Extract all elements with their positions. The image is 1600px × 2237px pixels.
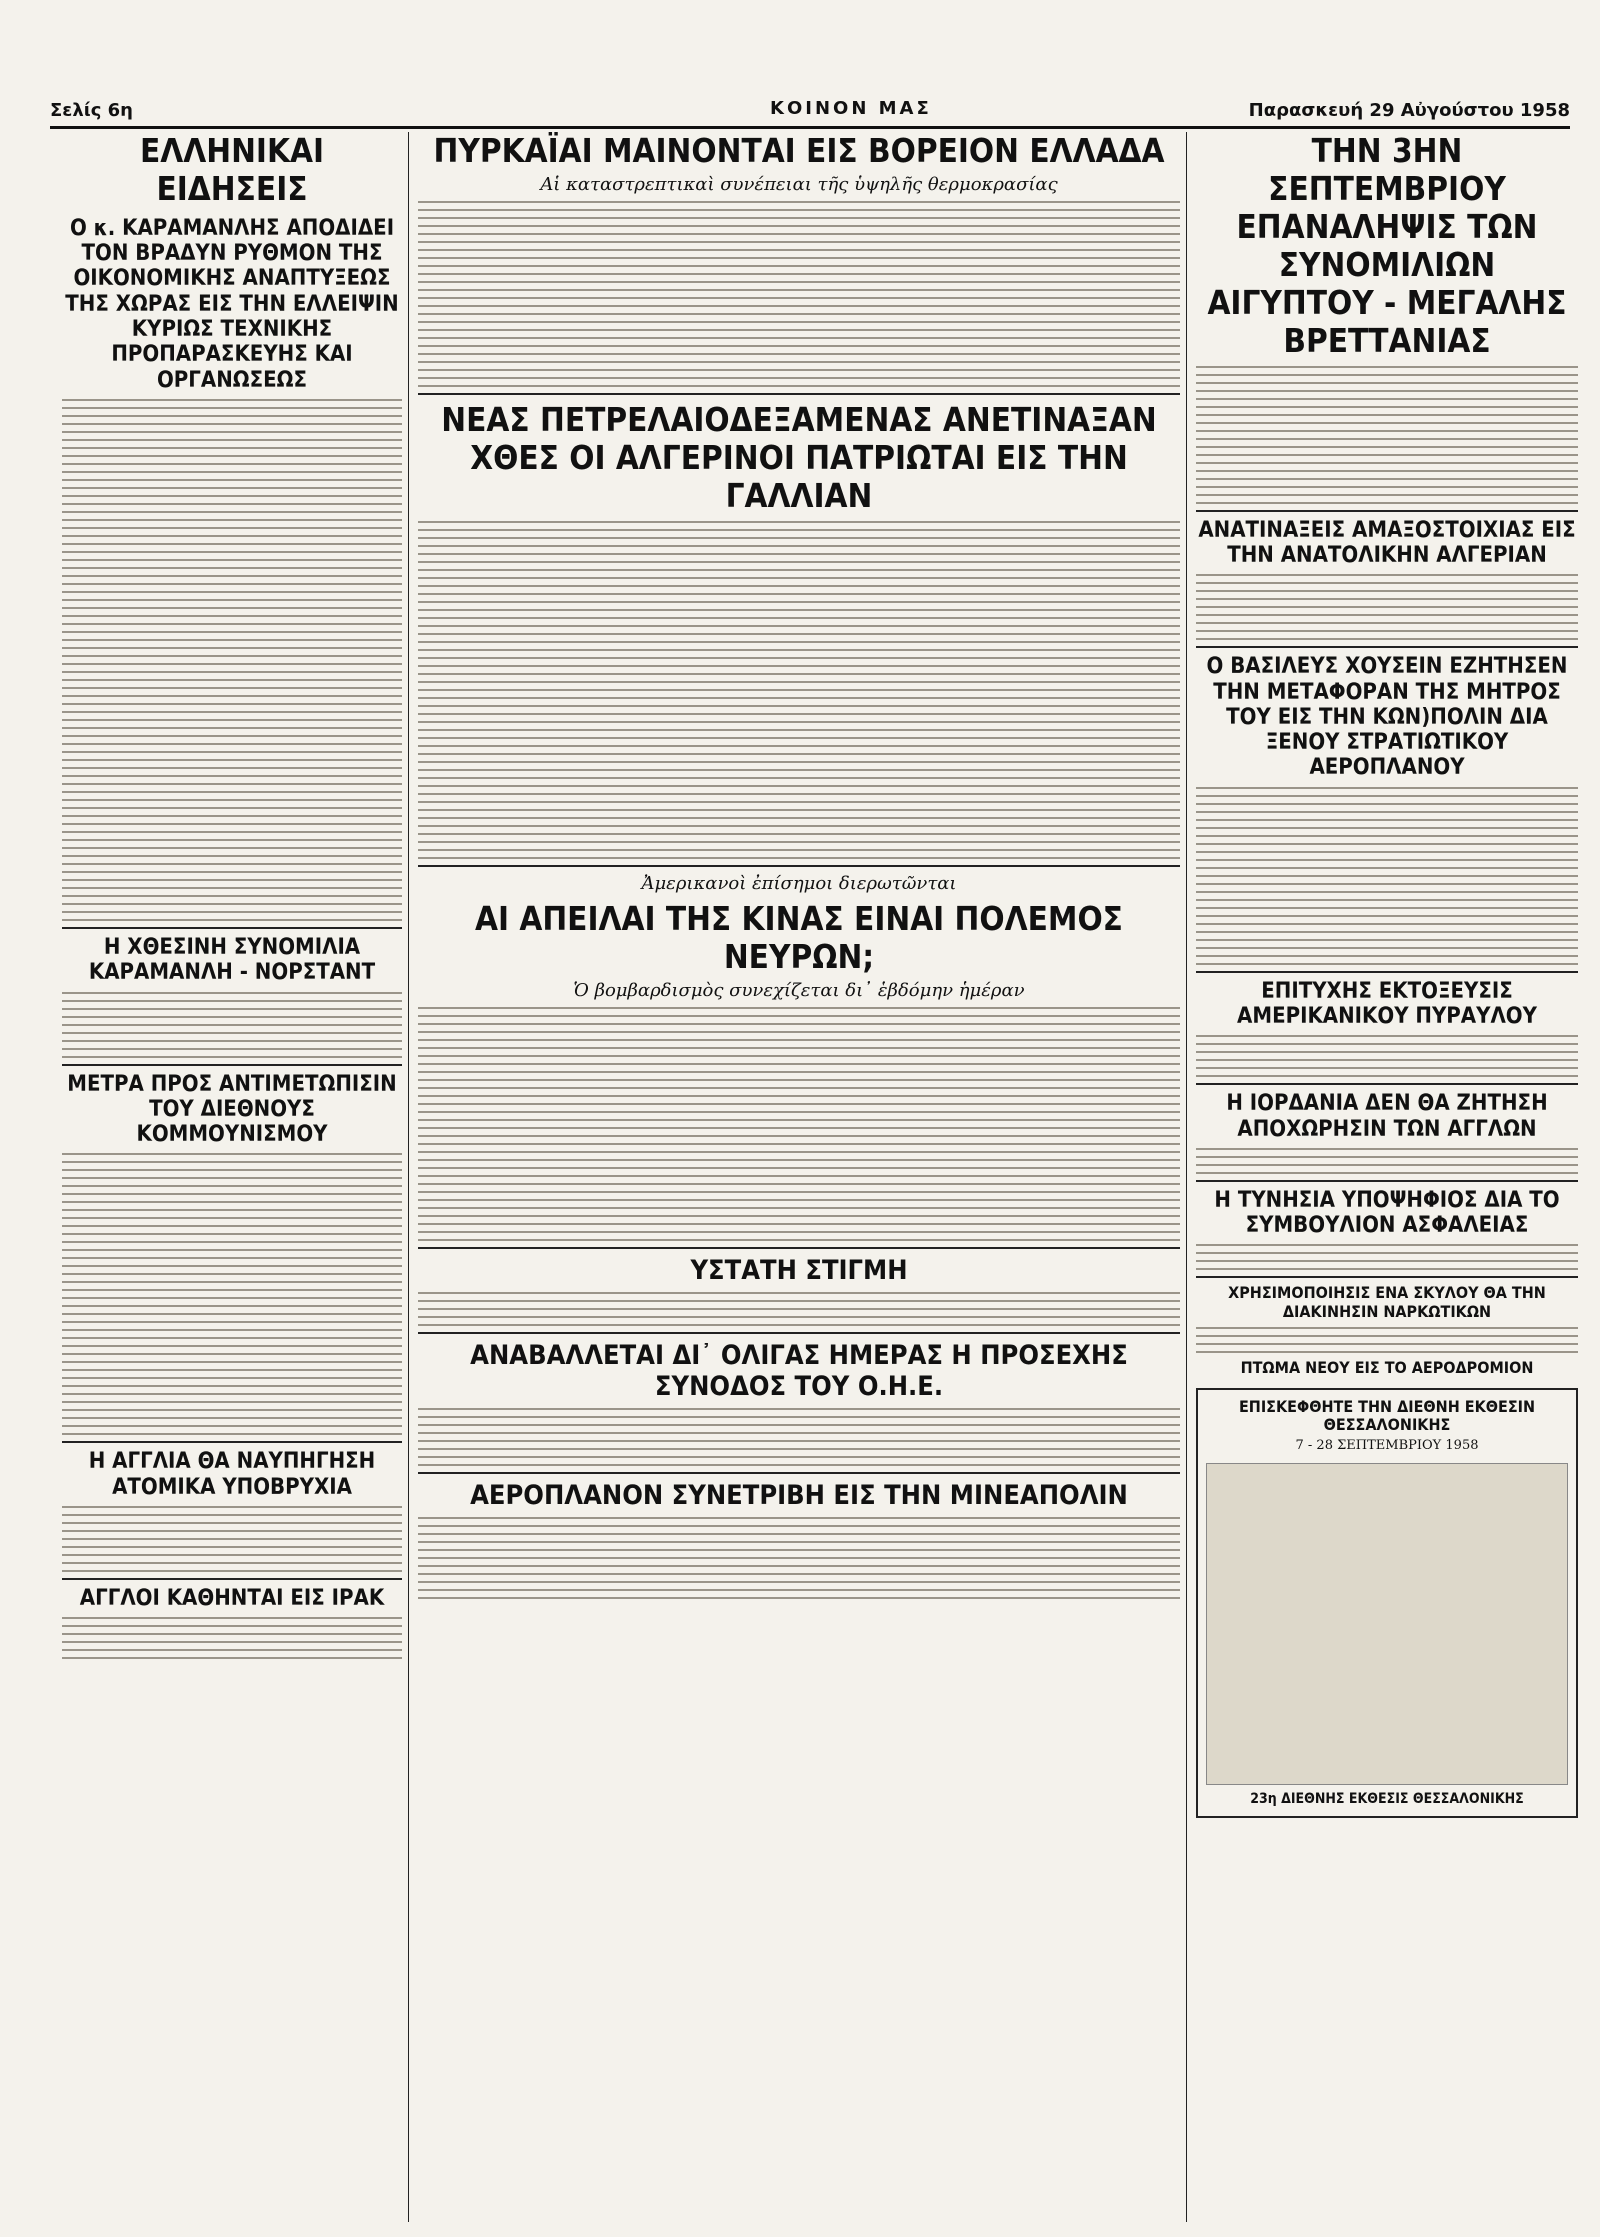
fair-advertisement [1196, 1388, 1578, 1818]
headline: ΧΡΗΣΙΜΟΠΟΙΗΣΙΣ ΕΝΑ ΣΚΥΛΟΥ ΘΑ ΤΗΝ ΔΙΑΚΙΝΗΣΙΝ ΝΑΡΚΩΤΙΚΩΝ [1196, 1276, 1578, 1321]
ad-dates: 7 - 28 ΣΕΠΤΕΜΒΡΙΟΥ 1958 [1295, 1438, 1479, 1454]
article-body [62, 1617, 402, 1659]
article-body [418, 1517, 1180, 1599]
headline: Η ΧΘΕΣΙΝΗ ΣΥΝΟΜΙΛΙΑ ΚΑΡΑΜΑΝΛΗ - ΝΟΡΣΤΑΝΤ [62, 927, 402, 986]
column-divider [408, 132, 409, 2222]
headline: ΑΕΡΟΠΛΑΝΟΝ ΣΥΝΕΤΡΙΒΗ ΕΙΣ ΤΗΝ ΜΙΝΕΑΠΟΛΙΝ [418, 1472, 1180, 1511]
subheadline: Ὁ βομβαρδισμὸς συνεχίζεται δι᾽ ἑβδόμην ἡμέραν [573, 979, 1025, 1001]
headline: ΠΥΡΚΑΪΑΙ ΜΑΙΝΟΝΤΑΙ ΕΙΣ ΒΟΡΕΙΟΝ ΕΛΛΑΔΑ [433, 132, 1165, 170]
column-divider [1186, 132, 1187, 2222]
headline: ΥΣΤΑΤΗ ΣΤΙΓΜΗ [418, 1247, 1180, 1286]
headline: ΕΠΙΤΥΧΗΣ ΕΚΤΟΞΕΥΣΙΣ ΑΜΕΡΙΚΑΝΙΚΟΥ ΠΥΡΑΥΛΟΥ [1196, 971, 1578, 1030]
article-body [1196, 1244, 1578, 1270]
masthead [50, 100, 1570, 129]
article-body [418, 1408, 1180, 1466]
headline: Η ΑΓΓΛΙΑ ΘΑ ΝΑΥΠΗΓΗΣΗ ΑΤΟΜΙΚΑ ΥΠΟΒΡΥΧΙΑ [62, 1441, 402, 1500]
article-body [1196, 1035, 1578, 1077]
article-body [1196, 366, 1578, 504]
lead-headline: Ο κ. ΚΑΡΑΜΑΝΛΗΣ ΑΠΟΔΙΔΕΙ ΤΟΝ ΒΡΑΔΥΝ ΡΥΘΜΟΝ ΤΗΣ ΟΙΚΟΝΟΜΙΚΗΣ ΑΝΑΠΤΥΞΕΩΣ ΤΗΣ ΧΩΡΑΣ ΕΙΣ ΤΗΝ ΕΛΛΕΙΨΙΝ ΚΥΡΙΩΣ ΤΕΧΝΙΚΗΣ ΠΡΟΠΑΡΑΣΚΕΥΗΣ ΚΑΙ ΟΡΓΑΝΩΣΕΩΣ [65, 215, 399, 393]
article-body [418, 521, 1180, 859]
kicker: Ἀμερικανοὶ ἐπίσημοι διερωτῶνται [418, 865, 1180, 894]
article-body [418, 1292, 1180, 1326]
angel-illustration [1206, 1463, 1568, 1785]
headline: ΤΗΝ 3ΗΝ ΣΕΠΤΕΜΒΡΙΟΥ ΕΠΑΝΑΛΗΨΙΣ ΤΩΝ ΣΥΝΟΜΙΛΙΩΝ ΑΙΓΥΠΤΟΥ - ΜΕΓΑΛΗΣ ΒΡΕΤΤΑΝΙΑΣ [1207, 132, 1567, 360]
paper-name: ΚΟΙΝΟΝ ΜΑΣ [770, 98, 932, 119]
article-body [62, 399, 402, 921]
article-body [1196, 574, 1578, 640]
headline: ΑΝΑΤΙΝΑΞΕΙΣ ΑΜΑΞΟΣΤΟΙΧΙΑΣ ΕΙΣ ΤΗΝ ΑΝΑΤΟΛΙΚΗΝ ΑΛΓΕΡΙΑΝ [1196, 510, 1578, 569]
headline: ΑΓΓΛΟΙ ΚΑΘΗΝΤΑΙ ΕΙΣ ΙΡΑΚ [62, 1578, 402, 1611]
article-body [418, 201, 1180, 387]
ad-footer: 23η ΔΙΕΘΝΗΣ ΕΚΘΕΣΙΣ ΘΕΣΣΑΛΟΝΙΚΗΣ [1250, 1791, 1524, 1808]
article-body [1196, 1148, 1578, 1174]
article-body [62, 1153, 402, 1435]
headline: Ο ΒΑΣΙΛΕΥΣ ΧΟΥΣΕΙΝ ΕΖΗΤΗΣΕΝ ΤΗΝ ΜΕΤΑΦΟΡΑΝ ΤΗΣ ΜΗΤΡΟΣ ΤΟΥ ΕΙΣ ΤΗΝ ΚΩΝ)ΠΟΛΙΝ ΔΙΑ ΞΕΝΟΥ ΣΤΡΑΤΙΩΤΙΚΟΥ ΑΕΡΟΠΛΑΝΟΥ [1196, 646, 1578, 780]
page-label: Σελίς 6η [50, 100, 133, 121]
article-body [1196, 787, 1578, 965]
ad-title: ΕΠΙΣΚΕΦΘΗΤΕ ΤΗΝ ΔΙΕΘΝΗ ΕΚΘΕΣΙΝ ΘΕΣΣΑΛΟΝΙΚΗΣ [1238, 1396, 1536, 1435]
article-body [418, 1007, 1180, 1241]
headline: ΜΕΤΡΑ ΠΡΟΣ ΑΝΤΙΜΕΤΩΠΙΣΙΝ ΤΟΥ ΔΙΕΘΝΟΥΣ ΚΟΜΜΟΥΝΙΣΜΟΥ [62, 1064, 402, 1148]
headline: ΝΕΑΣ ΠΕΤΡΕΛΑΙΟΔΕΞΑΜΕΝΑΣ ΑΝΕΤΙΝΑΞΑΝ ΧΘΕΣ ΟΙ ΑΛΓΕΡΙΝΟΙ ΠΑΤΡΙΩΤΑΙ ΕΙΣ ΤΗΝ ΓΑΛΛΙΑΝ [418, 393, 1180, 515]
headline: ΑΝΑΒΑΛΛΕΤΑΙ ΔΙ᾽ ΟΛΙΓΑΣ ΗΜΕΡΑΣ Η ΠΡΟΣΕΧΗΣ ΣΥΝΟΔΟΣ ΤΟΥ Ο.Η.Ε. [418, 1332, 1180, 1402]
article-body [1196, 1327, 1578, 1353]
headline: ΑΙ ΑΠΕΙΛΑΙ ΤΗΣ ΚΙΝΑΣ ΕΙΝΑΙ ΠΟΛΕΜΟΣ ΝΕΥΡΩΝ; [475, 898, 1123, 976]
issue-date: Παρασκευή 29 Αὐγούστου 1958 [1248, 100, 1570, 121]
headline: Η ΙΟΡΔΑΝΙΑ ΔΕΝ ΘΑ ΖΗΤΗΣΗ ΑΠΟΧΩΡΗΣΙΝ ΤΩΝ ΑΓΓΛΩΝ [1196, 1083, 1578, 1142]
article-body [62, 992, 402, 1058]
article-body [62, 1506, 402, 1572]
section-title: ΕΛΛΗΝΙΚΑΙ ΕΙΔΗΣΕΙΣ [140, 132, 324, 208]
column-2 [418, 132, 1180, 2222]
column-3 [1196, 132, 1578, 2222]
headline: ΠΤΩΜΑ ΝΕΟΥ ΕΙΣ ΤΟ ΑΕΡΟΔΡΟΜΙΟΝ [1240, 1358, 1534, 1378]
column-1 [62, 132, 402, 2222]
subheadline: Αἱ καταστρεπτικαὶ συνέπειαι τῆς ὑψηλῆς θερμοκρασίας [540, 173, 1058, 195]
headline: Η ΤΥΝΗΣΙΑ ΥΠΟΨΗΦΙΟΣ ΔΙΑ ΤΟ ΣΥΜΒΟΥΛΙΟΝ ΑΣΦΑΛΕΙΑΣ [1196, 1180, 1578, 1239]
